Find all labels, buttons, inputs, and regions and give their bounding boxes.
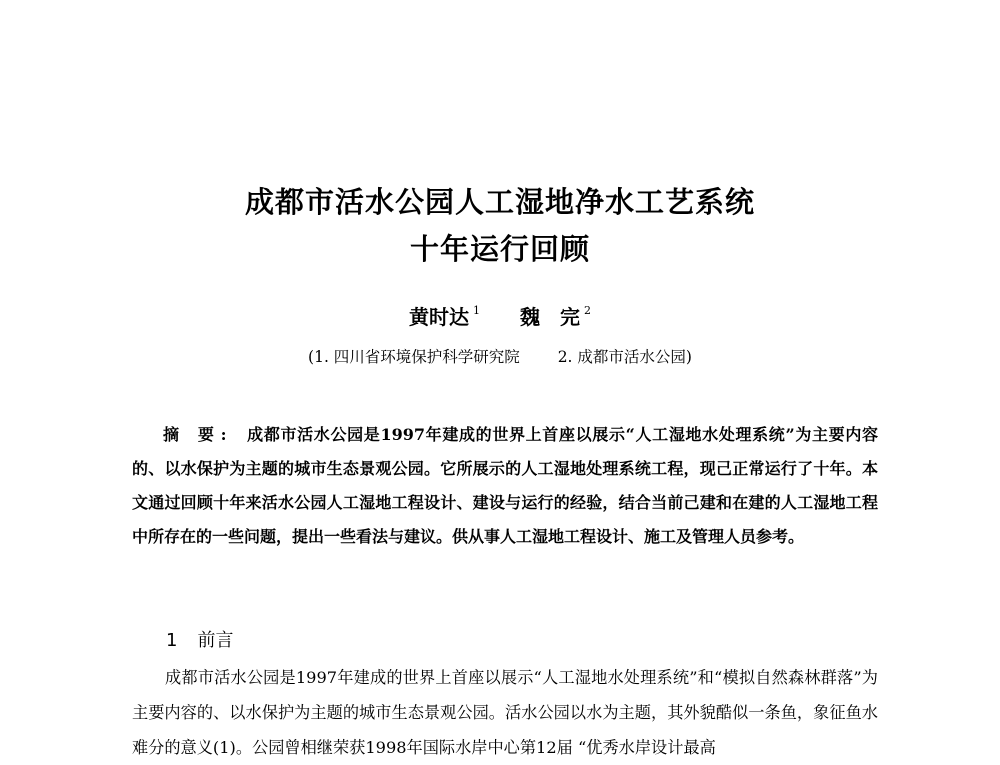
paper-title-line-1: 成都市活水公园人工湿地净水工艺系统	[244, 185, 755, 219]
author-affiliation-mark: 2	[583, 304, 591, 317]
abstract-label: 摘 要:	[163, 425, 233, 444]
author-affiliation-mark: 1	[473, 304, 481, 317]
paper-title-line-2: 十年运行回顾	[409, 232, 590, 266]
author-list	[0, 301, 1000, 330]
affiliation-2: 2. 成都市活水公园)	[557, 348, 692, 366]
section-number: 1	[166, 630, 178, 651]
body-paragraph: 成都市活水公园是1997年建成的世界上首座以展示“人工湿地水处理系统”和“模拟自然森林群落”为主要内容的、以水保护为主题的城市生态景观公园。活水公园以水为主题，其外貌酷似一条鱼，象征鱼水难分的意义(1)。公园曾相继荣获1998年国际水岸中心第12届 “优秀水岸设计最高	[132, 668, 878, 757]
section-title: 前言	[197, 630, 234, 651]
abstract	[132, 418, 878, 554]
section-heading	[166, 626, 233, 652]
abstract-text: 成都市活水公园是1997年建成的世界上首座以展示“人工湿地水处理系统”为主要内容的、以水保护为主题的城市生态景观公园。它所展示的人工湿地处理系统工程，现己正常运行了十年。本文通过回顾十年来活水公园人工湿地工程设计、建设与运行的经验，结合当前己建和在建的人工湿地工程中所存在的一些问题，提出一些看法与建议。供从事人工湿地工程设计、施工及管理人员参考。	[132, 425, 878, 546]
author-name: 魏 完	[519, 305, 580, 329]
author-name: 黄时达	[409, 305, 470, 329]
affiliations	[0, 345, 1000, 367]
affiliation-1: (1. 四川省环境保护科学研究院	[308, 348, 520, 366]
